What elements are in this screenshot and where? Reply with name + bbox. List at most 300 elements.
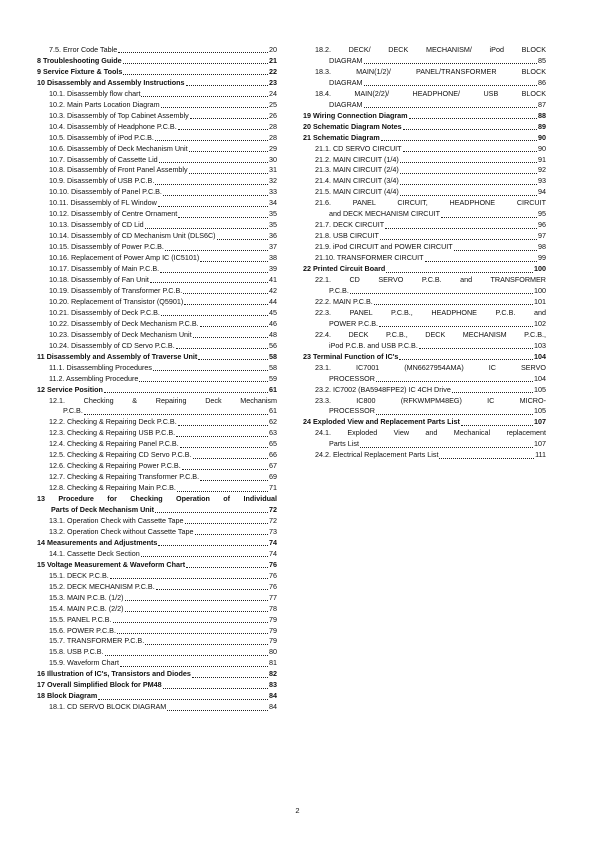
dot-leader (399, 359, 533, 360)
dot-leader (200, 261, 268, 262)
toc-entry-title: and DECK MECHANISM CIRCUIT (329, 209, 441, 219)
toc-subsection-entry[interactable] (303, 275, 546, 297)
toc-section-entry[interactable] (37, 352, 277, 363)
dot-leader (360, 447, 533, 448)
toc-page-number: 21 (269, 55, 277, 65)
toc-subsection-entry[interactable] (37, 702, 277, 713)
toc-page-number: 30 (269, 154, 277, 164)
dot-leader (139, 381, 268, 382)
toc-section-entry[interactable] (37, 494, 277, 516)
toc-entry-title: 21.10. TRANSFORMER CIRCUIT (315, 253, 424, 263)
toc-entry-title: POWER P.C.B. (329, 318, 378, 328)
toc-page-number: 104 (534, 351, 546, 361)
dot-leader (192, 677, 268, 678)
toc-entry-title: 16 Illustration of IC's, Transistors and Diodes (37, 669, 191, 679)
toc-subsection-entry[interactable] (37, 111, 277, 122)
toc-subsection-entry[interactable] (37, 527, 277, 538)
toc-page-number: 81 (269, 658, 277, 668)
toc-subsection-entry[interactable] (37, 593, 277, 604)
dot-leader (403, 129, 537, 130)
toc-page-number: 32 (269, 176, 277, 186)
toc-subsection-entry[interactable] (37, 308, 277, 319)
toc-entry-title: 10.8. Disassembly of Front Panel Assembly (49, 165, 188, 175)
dot-leader (186, 85, 268, 86)
toc-page-number: 87 (538, 99, 546, 109)
toc-section-entry[interactable] (37, 78, 277, 89)
toc-entry-title: 12 Service Position (37, 384, 103, 394)
dot-leader (364, 107, 537, 108)
dot-leader (178, 217, 268, 218)
toc-entry-title: 18.4. MAIN(2/2)/ HEADPHONE/ USB BLOCK (315, 88, 546, 98)
toc-subsection-entry[interactable] (37, 198, 277, 209)
toc-entry-title: 22.3. PANEL P.C.B., HEADPHONE P.C.B. and (315, 307, 546, 317)
toc-subsection-entry[interactable] (37, 155, 277, 166)
toc-entry-title: 10.13. Disassembly of CD Lid (49, 220, 144, 230)
dot-leader (441, 217, 537, 218)
toc-entry-title: DIAGRAM (329, 99, 363, 109)
toc-subsection-entry[interactable] (303, 198, 546, 220)
toc-subsection-entry[interactable] (303, 450, 546, 461)
toc-entry-title: 15.1. DECK P.C.B. (49, 570, 109, 580)
toc-entry-title: 10.7. Disassembly of Cassette Lid (49, 154, 158, 164)
toc-page-number: 98 (538, 242, 546, 252)
dot-leader (118, 52, 268, 53)
toc-page-number: 94 (538, 187, 546, 197)
toc-page-number: 74 (269, 537, 277, 547)
toc-entry-title: 10.20. Replacement of Transistor (Q5901) (49, 296, 184, 306)
dot-leader (193, 337, 268, 338)
toc-entry-title: 10.23. Disassembly of Deck Mechanism Unit (49, 329, 192, 339)
dot-leader (400, 173, 537, 174)
toc-page-number: 92 (538, 165, 546, 175)
toc-section-entry[interactable] (37, 538, 277, 549)
toc-page-number: 78 (269, 603, 277, 613)
dot-leader (217, 239, 268, 240)
toc-entry-title: 12.3. Checking & Repairing USB P.C.B. (49, 428, 176, 438)
dot-leader (155, 140, 268, 141)
toc-page-number: 28 (269, 132, 277, 142)
dot-leader (186, 567, 268, 568)
toc-page-number: 34 (269, 198, 277, 208)
dot-leader (163, 195, 268, 196)
toc-entry-title: 12.6. Checking & Repairing Power P.C.B. (49, 461, 181, 471)
toc-entry-title: 10.21. Disassembly of Deck P.C.B. (49, 307, 160, 317)
toc-subsection-entry[interactable] (37, 122, 277, 133)
toc-page-number: 45 (269, 307, 277, 317)
toc-subsection-entry[interactable] (303, 165, 546, 176)
toc-entry-title: 20 Schematic Diagram Notes (303, 121, 402, 131)
toc-entry-title: 15 Voltage Measurement & Waveform Chart (37, 559, 186, 569)
toc-entry-title: 21.9. iPod CIRCUIT and POWER CIRCUIT (315, 242, 453, 252)
toc-page-number: 105 (534, 406, 546, 416)
toc-entry-title: 18.2. DECK/ DECK MECHANISM/ iPod BLOCK (315, 45, 546, 54)
toc-page-number: 84 (269, 691, 277, 701)
toc-page-number: 33 (269, 187, 277, 197)
toc-subsection-entry[interactable] (303, 220, 546, 231)
toc-entry-title: 13.2. Operation Check without Cassette Tape (49, 526, 194, 536)
toc-subsection-entry[interactable] (37, 286, 277, 297)
toc-entry-title: 10.14. Disassembly of CD Mechanism Unit (DLS6C) (49, 231, 216, 241)
toc-entry-title: 10.17. Disassembly of Main P.C.B. (49, 264, 160, 274)
toc-entry-title: 15.4. MAIN P.C.B. (2/2) (49, 603, 124, 613)
toc-page-number: 100 (534, 264, 546, 274)
toc-subsection-entry[interactable] (37, 549, 277, 560)
dot-leader (167, 710, 268, 711)
toc-subsection-entry[interactable] (37, 439, 277, 450)
toc-entry-title: 19 Wiring Connection Diagram (303, 110, 408, 120)
toc-page-number: 72 (269, 505, 277, 515)
dot-leader (198, 359, 268, 360)
toc-page-number: 71 (269, 483, 277, 493)
toc-subsection-entry[interactable] (303, 308, 546, 330)
toc-page-number: 90 (538, 143, 546, 153)
dot-leader (180, 447, 268, 448)
toc-page-number: 35 (269, 220, 277, 230)
dot-leader (185, 523, 268, 524)
toc-subsection-entry[interactable] (303, 45, 546, 67)
toc-entry-title: 10.15. Disassembly of Power P.C.B. (49, 242, 164, 252)
toc-subsection-entry[interactable] (37, 144, 277, 155)
toc-subsection-entry[interactable] (37, 615, 277, 626)
toc-page-number: 39 (269, 264, 277, 274)
toc-subsection-entry[interactable] (37, 647, 277, 658)
toc-subsection-entry[interactable] (37, 571, 277, 582)
toc-entry-title: 10.6. Disassembly of Deck Mechanism Unit (49, 143, 188, 153)
toc-entry-title: 21.7. DECK CIRCUIT (315, 220, 385, 230)
toc-page-number: 63 (269, 428, 277, 438)
toc-subsection-entry[interactable] (37, 176, 277, 187)
toc-subsection-entry[interactable] (303, 155, 546, 166)
toc-subsection-entry[interactable] (37, 45, 277, 56)
toc-subsection-entry[interactable] (37, 626, 277, 637)
toc-entry-title: 10.4. Disassembly of Headphone P.C.B. (49, 121, 177, 131)
dot-leader (400, 184, 537, 185)
toc-page-number: 23 (269, 77, 277, 87)
dot-leader (163, 688, 268, 689)
dot-leader (141, 556, 268, 557)
toc-subsection-entry[interactable] (303, 242, 546, 253)
dot-leader (160, 272, 268, 273)
toc-subsection-entry[interactable] (303, 385, 546, 396)
toc-subsection-entry[interactable] (303, 253, 546, 264)
toc-page-number: 76 (269, 570, 277, 580)
toc-entry-title: 24 Exploded View and Replacement Parts List (303, 417, 460, 427)
toc-subsection-entry[interactable] (37, 187, 277, 198)
dot-leader (379, 326, 533, 327)
toc-entry-title: 15.2. DECK MECHANISM P.C.B. (49, 581, 155, 591)
toc-page-number: 104 (534, 373, 546, 383)
toc-entry-title: 21.8. USB CIRCUIT (315, 231, 379, 241)
toc-entry-title: 11 Disassembly and Assembly of Traverse Unit (37, 351, 198, 361)
toc-subsection-entry[interactable] (303, 297, 546, 308)
dot-leader (123, 63, 268, 64)
toc-subsection-entry[interactable] (303, 67, 546, 89)
toc-entry-title: 10.22. Disassembly of Deck Mechanism P.C.B. (49, 318, 199, 328)
toc-page-number: 105 (534, 384, 546, 394)
toc-entry-title: 18 Block Diagram (37, 691, 98, 701)
toc-entry-title: iPod P.C.B. and USB P.C.B. (329, 340, 418, 350)
toc-subsection-entry[interactable] (37, 417, 277, 428)
dot-leader (439, 458, 534, 459)
dot-leader (364, 63, 537, 64)
toc-section-entry[interactable] (303, 111, 546, 122)
dot-leader (158, 206, 268, 207)
dot-leader (400, 195, 537, 196)
dot-leader (350, 293, 533, 294)
toc-entry-title: 12.4. Checking & Repairing Panel P.C.B. (49, 439, 179, 449)
dot-leader (193, 458, 269, 459)
toc-subsection-entry[interactable] (303, 144, 546, 155)
toc-entry-title: 21 Schematic Diagram (303, 132, 380, 142)
dot-leader (153, 370, 268, 371)
toc-entry-title: DIAGRAM (329, 77, 363, 87)
dot-leader (385, 228, 537, 229)
toc-entry-title: 14 Measurements and Adjustments (37, 537, 158, 547)
toc-subsection-entry[interactable] (37, 461, 277, 472)
toc-section-entry[interactable] (303, 122, 546, 133)
toc-subsection-entry[interactable] (37, 330, 277, 341)
toc-entry-title: 13.1. Operation Check with Cassette Tape (49, 515, 184, 525)
toc-subsection-entry[interactable] (37, 220, 277, 231)
toc-subsection-entry[interactable] (37, 133, 277, 144)
toc-subsection-entry[interactable] (37, 582, 277, 593)
toc-entry-title: 22 Printed Circuit Board (303, 264, 386, 274)
toc-page-number: 65 (269, 439, 277, 449)
toc-page-number: 96 (538, 220, 546, 230)
toc-section-entry[interactable] (37, 67, 277, 78)
toc-entry-title: 10.2. Main Parts Location Diagram (49, 99, 160, 109)
toc-subsection-entry[interactable] (37, 275, 277, 286)
dot-leader (178, 425, 268, 426)
dot-leader (123, 74, 268, 75)
toc-entry-title: 10.1. Disassembly flow chart (49, 88, 141, 98)
toc-section-entry[interactable] (303, 352, 546, 363)
dot-leader (461, 425, 533, 426)
toc-page-number: 29 (269, 143, 277, 153)
toc-page-number: 24 (269, 88, 277, 98)
toc-page-number: 97 (538, 231, 546, 241)
toc-page-number: 28 (269, 121, 277, 131)
toc-subsection-entry[interactable] (303, 89, 546, 111)
toc-subsection-entry[interactable] (37, 89, 277, 100)
toc-subsection-entry[interactable] (37, 396, 277, 418)
dot-leader (403, 151, 537, 152)
dot-leader (176, 436, 268, 437)
toc-page-number: 56 (269, 340, 277, 350)
toc-section-entry[interactable] (303, 133, 546, 144)
dot-leader (150, 282, 268, 283)
toc-section-entry[interactable] (37, 56, 277, 67)
toc-entry-title: 11.2. Assembling Procedure (49, 373, 139, 383)
toc-subsection-entry[interactable] (37, 100, 277, 111)
toc-entry-title: 10.10. Disassembly of Panel P.C.B. (49, 187, 162, 197)
dot-leader (84, 414, 268, 415)
dot-leader (190, 118, 268, 119)
dot-leader (145, 644, 268, 645)
toc-section-entry[interactable] (37, 560, 277, 571)
toc-page-number: 20 (269, 45, 277, 54)
toc-page-number: 76 (269, 581, 277, 591)
toc-subsection-entry[interactable] (37, 363, 277, 374)
toc-entry-title: Parts of Deck Mechanism Unit (51, 505, 155, 515)
toc-page-number: 93 (538, 176, 546, 186)
toc-subsection-entry[interactable] (303, 176, 546, 187)
toc-page-number: 84 (269, 702, 277, 712)
toc-entry-title: 18.3. MAIN(1/2)/ PANEL/TRANSFORMER BLOCK (315, 66, 546, 76)
toc-subsection-entry[interactable] (37, 450, 277, 461)
toc-page-number: 35 (269, 209, 277, 219)
toc-entry-title: 9 Service Fixture & Tools (37, 66, 123, 76)
dot-leader (159, 162, 268, 163)
toc-subsection-entry[interactable] (303, 330, 546, 352)
dot-leader (158, 545, 268, 546)
toc-page-number: 58 (269, 362, 277, 372)
toc-section-entry[interactable] (37, 680, 277, 691)
toc-page-number: 42 (269, 285, 277, 295)
toc-section-entry[interactable] (37, 669, 277, 680)
toc-page-number: 111 (535, 450, 546, 460)
dot-leader (178, 129, 268, 130)
toc-subsection-entry[interactable] (37, 242, 277, 253)
toc-subsection-entry[interactable] (303, 428, 546, 450)
dot-leader (419, 348, 533, 349)
toc-entry-title: 21.5. MAIN CIRCUIT (4/4) (315, 187, 399, 197)
dot-leader (125, 611, 268, 612)
dot-leader (161, 315, 268, 316)
toc-subsection-entry[interactable] (303, 396, 546, 418)
toc-entry-title: 10.3. Disassembly of Top Cabinet Assembly (49, 110, 189, 120)
toc-entry-title: P.C.B. (329, 285, 349, 295)
toc-left-column (37, 45, 277, 713)
dot-leader (364, 85, 537, 86)
toc-page-number: 88 (538, 110, 546, 120)
toc-right-column (303, 45, 546, 461)
toc-subsection-entry[interactable] (37, 604, 277, 615)
toc-entry-title: 10.5. Disassembly of iPod P.C.B. (49, 132, 154, 142)
toc-subsection-entry[interactable] (37, 472, 277, 483)
toc-page-number: 37 (269, 242, 277, 252)
toc-subsection-entry[interactable] (37, 231, 277, 242)
dot-leader (141, 96, 268, 97)
toc-entry-title: 13 Procedure for Checking Operation of Individual (37, 494, 277, 504)
toc-entry-title: 10.11. Disassembly of FL Window (49, 198, 157, 208)
toc-page-number: 99 (538, 253, 546, 263)
toc-entry-title: 21.6. PANEL CIRCUIT, HEADPHONE CIRCUIT (315, 198, 546, 208)
dot-leader (145, 228, 268, 229)
toc-entry-title: 24.2. Electrical Replacement Parts List (315, 450, 439, 460)
toc-entry-title: 14.1. Cassette Deck Section (49, 548, 140, 558)
toc-subsection-entry[interactable] (37, 516, 277, 527)
dot-leader (155, 512, 268, 513)
dot-leader (177, 491, 268, 492)
toc-subsection-entry[interactable] (37, 428, 277, 439)
toc-entry-title: 10 Disassembly and Assembly Instructions (37, 77, 185, 87)
toc-subsection-entry[interactable] (303, 187, 546, 198)
toc-entry-title: Parts List (329, 439, 359, 449)
dot-leader (374, 304, 533, 305)
toc-page-number: 85 (538, 55, 546, 65)
toc-page-number: 69 (269, 472, 277, 482)
toc-subsection-entry[interactable] (37, 483, 277, 494)
toc-page-number: 79 (269, 614, 277, 624)
toc-page-number: 25 (269, 99, 277, 109)
toc-subsection-entry[interactable] (37, 319, 277, 330)
toc-page-number: 100 (534, 285, 546, 295)
toc-entry-title: 21.2. MAIN CIRCUIT (1/4) (315, 154, 399, 164)
toc-entry-title: P.C.B. (63, 406, 83, 416)
toc-subsection-entry[interactable] (303, 231, 546, 242)
toc-page-number: 41 (269, 275, 277, 285)
toc-page-number: 66 (269, 450, 277, 460)
toc-entry-title: 15.5. PANEL P.C.B. (49, 614, 112, 624)
dot-leader (104, 392, 268, 393)
dot-leader (176, 348, 268, 349)
toc-subsection-entry[interactable] (37, 209, 277, 220)
toc-entry-title: 22.2. MAIN P.C.B. (315, 296, 373, 306)
toc-section-entry[interactable] (37, 385, 277, 396)
dot-leader (156, 589, 268, 590)
toc-subsection-entry[interactable] (37, 264, 277, 275)
toc-subsection-entry[interactable] (37, 165, 277, 176)
toc-subsection-entry[interactable] (37, 374, 277, 385)
toc-entry-title: 23.3. IC800 (RFKWMPM48EG) IC MICRO- (315, 395, 546, 405)
toc-subsection-entry[interactable] (37, 636, 277, 647)
toc-subsection-entry[interactable] (37, 341, 277, 352)
dot-leader (381, 140, 537, 141)
toc-page-number: 103 (534, 340, 546, 350)
toc-entry-title: 15.9. Waveform Chart (49, 658, 120, 668)
toc-entry-title: 11.1. Disassembling Procedures (49, 362, 152, 372)
dot-leader (98, 699, 268, 700)
toc-section-entry[interactable] (303, 417, 546, 428)
toc-page-number: 61 (269, 406, 277, 416)
toc-entry-title: 10.16. Replacement of Power Amp IC (IC5101) (49, 253, 200, 263)
toc-subsection-entry[interactable] (303, 363, 546, 385)
dot-leader (189, 173, 268, 174)
toc-page-number: 44 (269, 296, 277, 306)
toc-section-entry[interactable] (303, 264, 546, 275)
dot-leader (189, 151, 268, 152)
toc-page-number: 101 (534, 296, 546, 306)
dot-leader (400, 162, 537, 163)
dot-leader (409, 118, 537, 119)
dot-leader (120, 666, 268, 667)
dot-leader (182, 469, 268, 470)
dot-leader (161, 107, 268, 108)
toc-entry-title: PROCESSOR (329, 373, 375, 383)
toc-entry-title: 8 Troubleshooting Guide (37, 55, 122, 65)
toc-section-entry[interactable] (37, 691, 277, 702)
toc-entry-title: 12.2. Checking & Repairing Deck P.C.B. (49, 417, 177, 427)
toc-subsection-entry[interactable] (37, 658, 277, 669)
toc-entry-title: 10.9. Disassembly of USB P.C.B. (49, 176, 155, 186)
toc-entry-title: 10.18. Disassembly of Fan Unit (49, 275, 149, 285)
toc-entry-title: 15.8. USB P.C.B. (49, 647, 104, 657)
toc-subsection-entry[interactable] (37, 253, 277, 264)
toc-entry-title: 12.1. Checking & Repairing Deck Mechanism (49, 395, 277, 405)
toc-entry-title: 10.12. Disassembly of Centre Ornament (49, 209, 178, 219)
toc-page-number: 76 (269, 559, 277, 569)
dot-leader (195, 534, 269, 535)
toc-page-number: 107 (534, 417, 546, 427)
dot-leader (183, 293, 268, 294)
toc-entry-title: 22.1. CD SERVO P.C.B. and TRANSFORMER (315, 275, 546, 285)
dot-leader (452, 392, 533, 393)
dot-leader (184, 304, 268, 305)
toc-subsection-entry[interactable] (37, 297, 277, 308)
dot-leader (165, 250, 268, 251)
toc-page-number: 31 (269, 165, 277, 175)
